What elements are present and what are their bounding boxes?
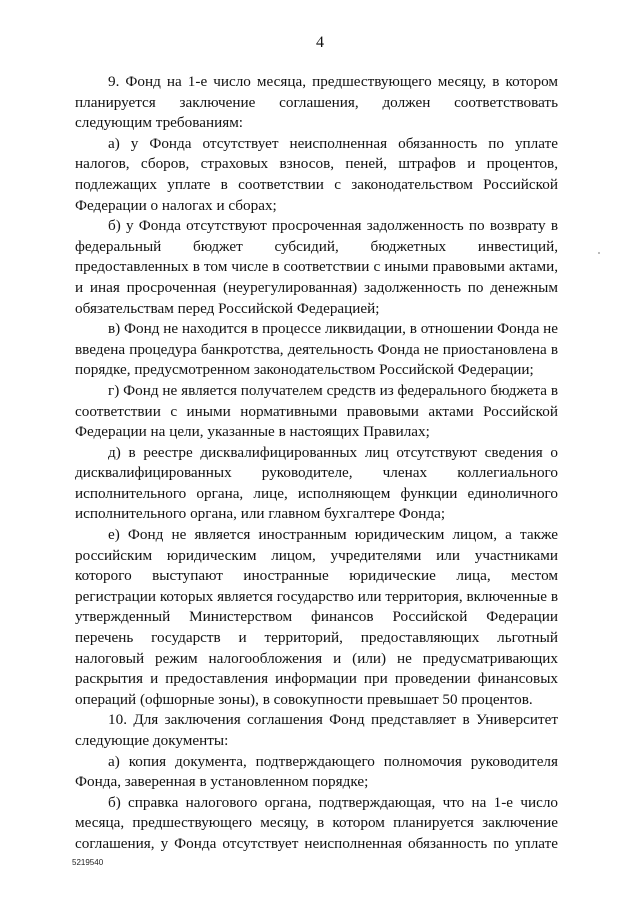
paragraph-10a: а) копия документа, подтверждающего полномочия руководителя Фонда, заверенная в установленном порядке; [75, 752, 558, 791]
document-body [75, 72, 558, 855]
paragraph-9g: г) Фонд не является получателем средств из федерального бюджета в соответствии с иными нормативными правовыми актами Российской Федерации на цели, указанные в настоящих Правилах; [75, 381, 558, 441]
page-number: 4 [316, 34, 324, 51]
paragraph-9e: е) Фонд не является иностранным юридическим лицом, а также российским юридическим лицом, учредителями или участниками которого выступают иностранные юридические лица, местом регистрации которых является государство или территория, включенные в утвержденный Министерством финансов Российской Федерации перечень государств и территорий, предоставляющих льготный налоговый режим налогообложения и (или) не предусматривающих раскрытия и предоставления информации при проведении финансовых операций (офшорные зоны), в совокупности превышает 50 процентов. [75, 526, 558, 708]
paragraph-9-intro: 9. Фонд на 1-е число месяца, предшествующего месяцу, в котором планируется заключение соглашения, должен соответствовать следующим требованиям: [75, 73, 558, 132]
paragraph-9b: б) у Фонда отсутствуют просроченная задолженность по возврату в федеральный бюджет субсидий, бюджетных инвестиций, предоставленных в том числе в соответствии с иными правовыми актами, и иная просроченная (неурегулированная) задолженность по денежным обязательствам перед Российской Федерацией; [75, 217, 558, 317]
paragraph-9v: в) Фонд не находится в процессе ликвидации, в отношении Фонда не введена процедура банкротства, деятельность Фонда не приостановлена в порядке, предусмотренном законодательством Российской Федерации; [75, 320, 558, 379]
paragraph-10-intro: 10. Для заключения соглашения Фонд представляет в Университет следующие документы: [75, 711, 558, 749]
paragraph-10b: б) справка налогового органа, подтверждающая, что на 1-е число месяца, предшествующего месяцу, в котором планируется заключение соглашения, у Фонда отсутствует неисполненная обязанность по уплате [75, 793, 558, 852]
document-code: 5219540 [72, 858, 104, 867]
scan-speck [598, 252, 600, 254]
paragraph-9a: а) у Фонда отсутствует неисполненная обязанность по уплате налогов, сборов, страховых взносов, пеней, штрафов и процентов, подлежащих уплате в соответствии с законодательством Российской Федерации о налогах и сборах; [75, 134, 558, 214]
paragraph-9d: д) в реестре дисквалифицированных лиц отсутствуют сведения о дисквалифицированных руководителе, членах коллегиального исполнительного органа, лице, исполняющем функции единоличного исполнительного органа, или главном бухгалтере Фонда; [75, 443, 558, 523]
